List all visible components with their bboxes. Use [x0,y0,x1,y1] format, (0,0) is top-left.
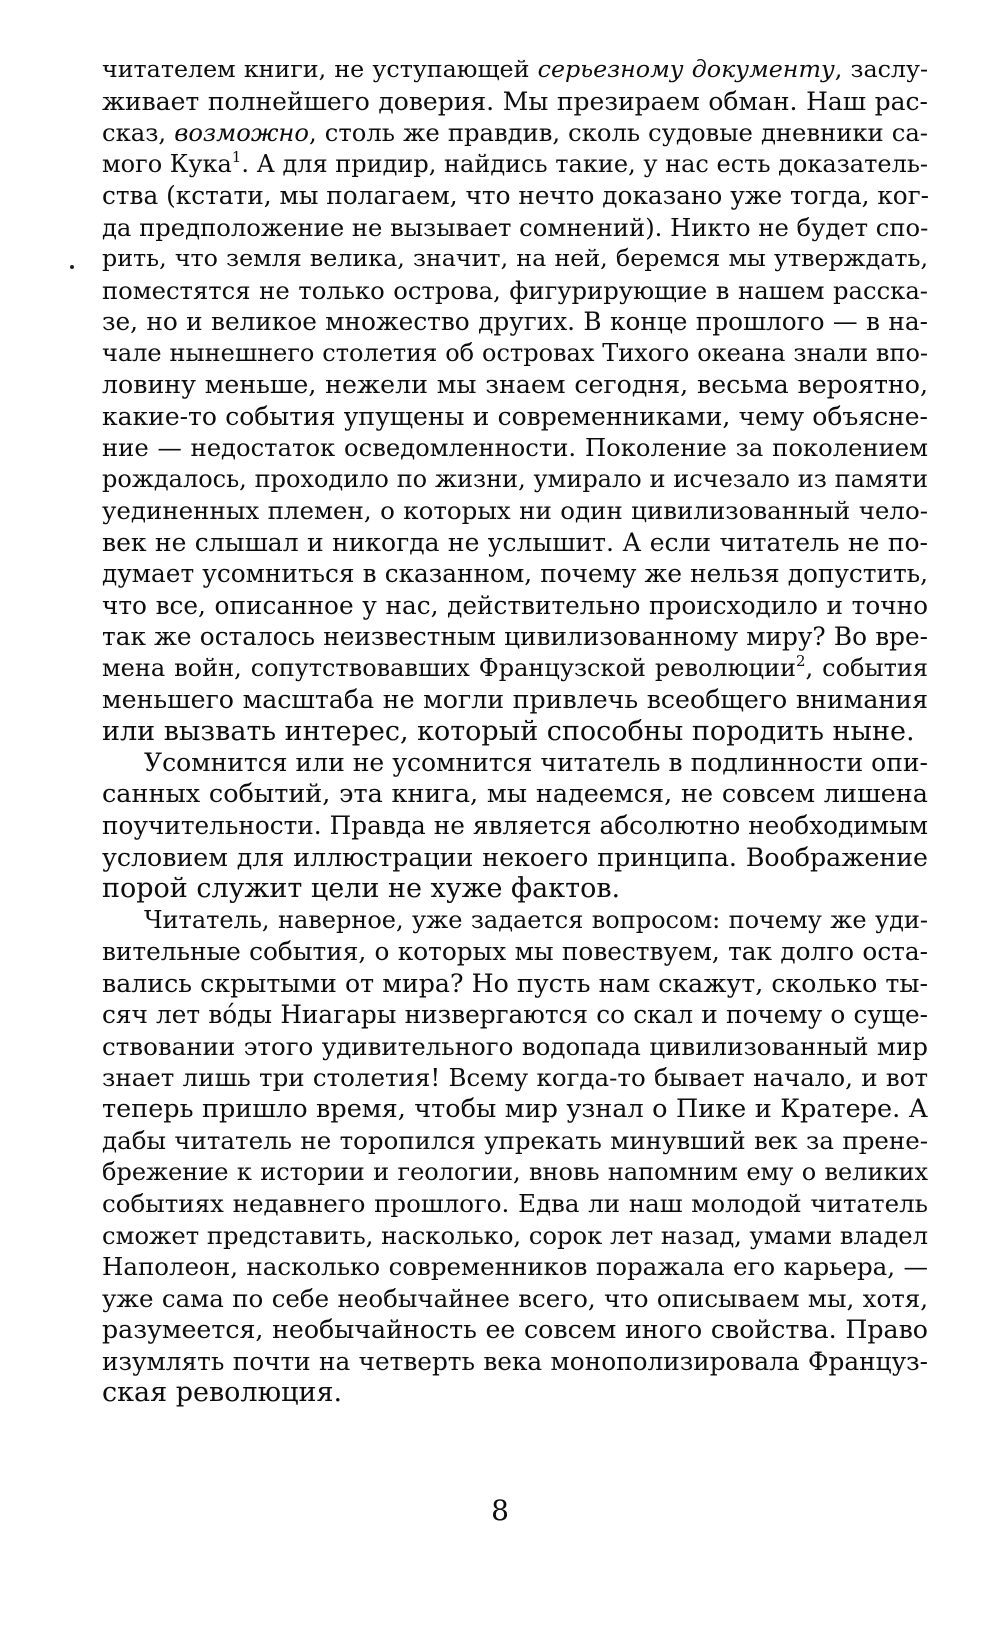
text-line: знает лишь три столетия! Всему когда-то бывает начало, и вот [102,1063,928,1092]
text-line: сказ, возможно, столь же правдив, сколь судовые дневники са- [102,118,928,147]
text-line: брежение к истории и геологии, вновь напомним ему о великих [102,1157,928,1186]
text-line: вались скрытыми от мира? Но пусть нам скажут, сколько ты- [102,968,928,998]
text-line: сможет представить, насколько, сорок лет назад, умами владел [102,1220,929,1250]
emphasis-possibly: возможно [174,118,310,147]
text-line: что все, описанное у нас, действительно происходило и точно [102,590,928,620]
emphasis-serious-document: серьезному документу [537,55,835,83]
page-number: 8 [491,1494,509,1527]
text-line: ская революция. [102,1377,343,1408]
text-line: так же осталось неизвестным цивилизованному миру? Во вре- [102,622,928,651]
text-line: вительные события, о которых мы повествуем, так долго оста- [102,937,928,966]
text-line: зе, но и великое множество других. В конце прошлого — в на- [102,307,928,336]
footnote-ref-2: 2 [795,651,806,670]
text-line: чале нынешнего столетия об островах Тихого океана знали впо- [102,338,928,367]
text-line: теперь пришло время, чтобы мир узнал о Пике и Кратере. А [102,1093,928,1124]
text-line: думает усомниться в сказанном, почему же нельзя допустить, [102,559,928,588]
text-line: Читатель, наверное, уже задается вопросом: почему же уди- [144,905,928,934]
text-line: санных событий, эта книга, мы надеемся, не совсем лишена [102,778,928,809]
text-line: поместятся не только острова, фигурирующие в нашем расска- [102,275,928,305]
text-line: разумеется, необычайность ее совсем иного свойства. Право [102,1315,928,1344]
text-line: ствовании этого удивительного водопада цивилизованный мир [102,1031,928,1061]
text-line: сяч лет во́ды Ниагары низвергаются со скал и почему о суще- [102,1000,928,1029]
text-line: дабы читатель не торопился упрекать минувший век за прене- [102,1126,928,1155]
text-line: мена войн, сопутствовавших Французской революции$^2$, события [102,651,928,682]
text-line: меньшего масштаба не могли привлечь всеобщего внимания [102,685,928,714]
text-line: уединенных племен, о которых ни один цивилизованный чело- [102,496,928,525]
text-line: ловину меньше, нежели мы знаем сегодня, весьма вероятно, [102,370,928,399]
text-line: да предположение не вызывает сомнений). Никто не будет спо- [102,212,929,242]
text-line: ние — недостаток осведомленности. Поколение за поколением [102,433,928,462]
text-line: Усомнится или не усомнится читатель в подлинности опи- [144,748,928,777]
text-line: или вызвать интерес, который способны породить ныне. [102,715,915,747]
text-line: век не слышал и никогда не услышит. А если читатель не по- [102,527,928,557]
text-line: мого Кука$^1$. А для придир, найдись такие, у нас есть доказатель- [102,147,928,178]
text-line: Наполеон, насколько современников поражала его карьера, — [102,1252,928,1281]
text-line: событиях недавнего прошлого. Едва ли наш молодой читатель [102,1189,928,1218]
text-line: какие-то события упущены и современниками, чему объясне- [102,401,928,431]
text-line: порой служит цели не хуже фактов. [102,873,621,904]
paragraph-1 [102,54,928,747]
paragraph-2 [102,747,928,905]
text-line: уже сама по себе необычайнее всего, что описываем мы, хотя, [102,1283,928,1313]
text-line: поучительности. Правда не является абсолютно необходимым [102,811,928,840]
text-line: изумлять почти на четверть века монополизировала Француз- [102,1346,928,1376]
text-line: живает полнейшего доверия. Мы презираем обман. Наш рас- [102,86,928,116]
stray-ink-dot [70,265,74,269]
text-line: читателем книги, не уступающей серьезному документу, заслу- [102,55,928,83]
text-line: ства (кстати, мы полагаем, что нечто доказано уже тогда, ког- [102,181,930,210]
paragraph-3 [102,905,928,1409]
footnote-ref-1: 1 [231,147,242,166]
text-line: рождалось, проходило по жизни, умирало и исчезало из памяти [102,464,928,493]
text-line: условием для иллюстрации некоего принципа. Воображение [102,842,928,872]
text-line: рить, что земля велика, значит, на ней, беремся мы утверждать, [102,244,928,272]
body-text [102,54,928,1409]
